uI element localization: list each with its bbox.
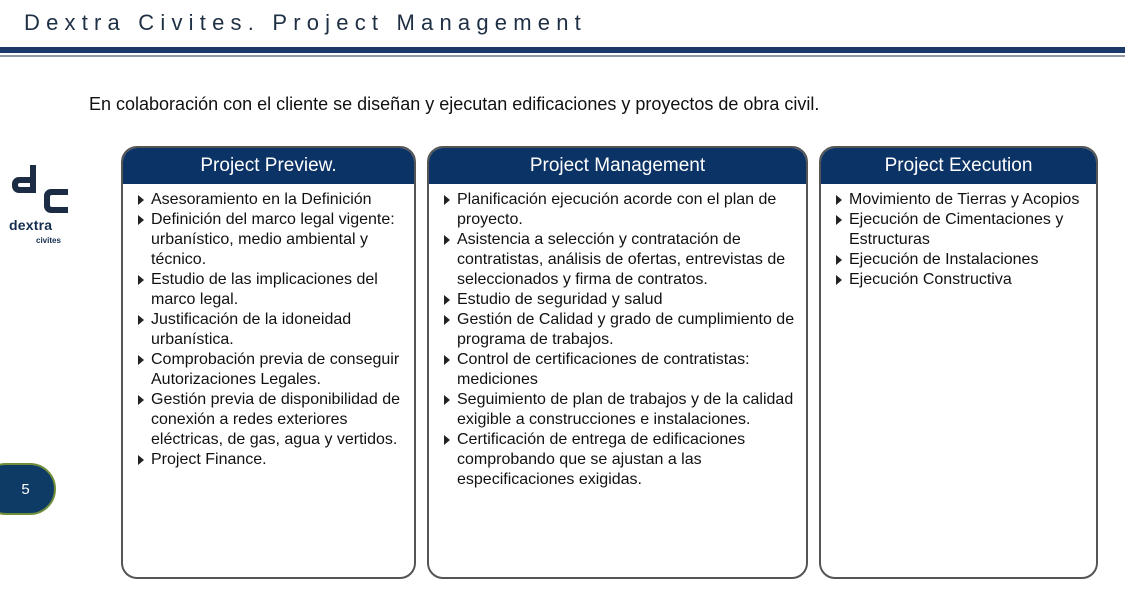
panel-title: Project Management [429, 148, 806, 184]
panel-project-execution [819, 146, 1098, 579]
list-item: Gestión de Calidad y grado de cumplimiento de programa de trabajos. [457, 310, 800, 350]
panel-title: Project Preview. [123, 148, 414, 184]
logo-subtitle: civites [36, 236, 61, 245]
list-item: Seguimiento de plan de trabajos y de la calidad exigible a construcciones e instalaciones. [457, 390, 800, 430]
list-item: Ejecución de Instalaciones [849, 250, 1090, 270]
dc-logo-icon [10, 165, 70, 217]
slide-number-badge: 5 [0, 463, 56, 515]
list-item: Comprobación previa de conseguir Autorizaciones Legales. [151, 350, 408, 390]
list-item: Movimiento de Tierras y Acopios [849, 190, 1090, 210]
panel-list [429, 184, 806, 490]
list-item: Asistencia a selección y contratación de contratistas, análisis de ofertas, entrevistas de seleccionados y firma de contratos. [457, 230, 800, 290]
panel-list [821, 184, 1096, 290]
company-logo [6, 165, 72, 253]
panel-title: Project Execution [821, 148, 1096, 184]
list-item: Definición del marco legal vigente: urbanístico, medio ambiental y técnico. [151, 210, 408, 270]
panel-project-preview [121, 146, 416, 579]
list-item: Justificación de la idoneidad urbanística. [151, 310, 408, 350]
list-item: Control de certificaciones de contratistas: mediciones [457, 350, 800, 390]
list-item: Planificación ejecución acorde con el plan de proyecto. [457, 190, 800, 230]
header-rule [0, 47, 1125, 53]
list-item: Asesoramiento en la Definición [151, 190, 408, 210]
panel-project-management [427, 146, 808, 579]
list-item: Project Finance. [151, 450, 408, 470]
list-item: Estudio de seguridad y salud [457, 290, 800, 310]
logo-wordmark: dextra [9, 217, 53, 233]
list-item: Gestión previa de disponibilidad de conexión a redes exteriores eléctricas, de gas, agua y vertidos. [151, 390, 408, 450]
list-item: Ejecución Constructiva [849, 270, 1090, 290]
list-item: Ejecución de Cimentaciones y Estructuras [849, 210, 1090, 250]
header-rule-secondary [0, 55, 1125, 57]
intro-text: En colaboración con el cliente se diseñan y ejecutan edificaciones y proyectos de obra civil. [89, 94, 820, 114]
panel-list [123, 184, 414, 470]
list-item: Certificación de entrega de edificaciones comprobando que se ajustan a las especificaciones exigidas. [457, 430, 800, 490]
list-item: Estudio de las implicaciones del marco legal. [151, 270, 408, 310]
page-title: Dextra Civites. Project Management [24, 10, 587, 35]
